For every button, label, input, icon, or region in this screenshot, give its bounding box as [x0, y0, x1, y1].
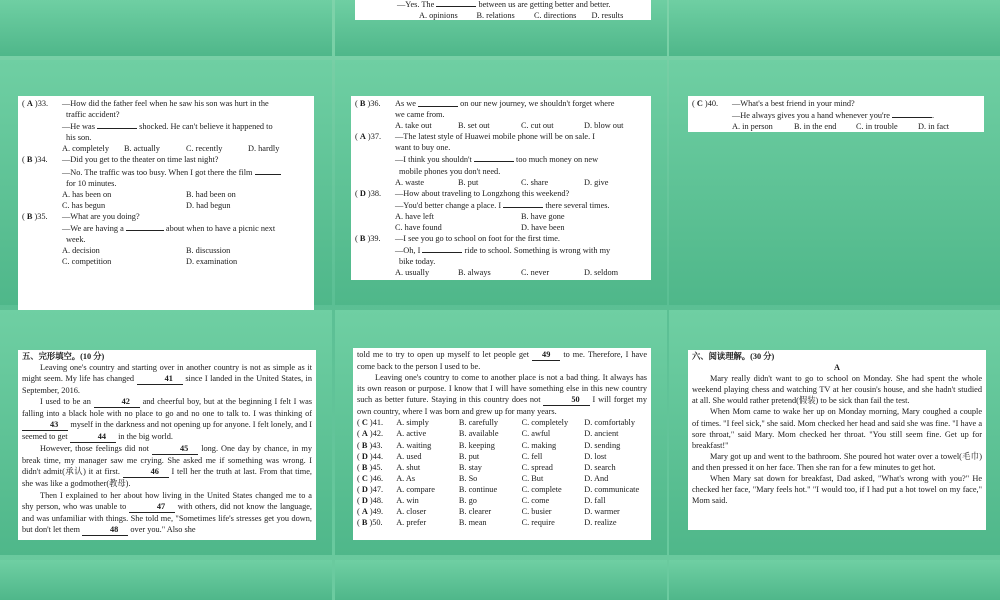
answer-key: D	[359, 188, 366, 198]
option: A. closer	[396, 507, 427, 517]
paragraph-text: in the big world.	[118, 432, 173, 442]
option: D. comfortably	[584, 418, 635, 428]
answer-key: ( B )43.	[357, 440, 383, 450]
option: D. fall	[584, 496, 606, 506]
paragraph-text: Leaving one's country and starting over in another country is not as simple as it might seem. My life has changed	[22, 363, 312, 384]
option: B. clearer	[458, 507, 492, 517]
cloze-paragraph-4	[22, 490, 312, 536]
blank-number: 48	[82, 525, 128, 536]
option: B. stay	[458, 462, 482, 472]
question-number: 33.	[37, 99, 49, 108]
paragraph-text: I will forget my own country, where I was born and grew up for many years.	[357, 395, 648, 417]
option: C. competition	[62, 257, 112, 267]
option: D. search	[584, 462, 616, 472]
thumbnail-reading[interactable]	[669, 310, 1000, 555]
question-stem: —How did the father feel when he saw his son was hurt in the	[62, 99, 269, 108]
question-text: —I think you shouldn't	[395, 155, 472, 165]
options-36	[355, 120, 647, 131]
section-heading: 五、完形填空。(10 分)	[22, 352, 105, 361]
cloze-answer-row	[357, 440, 647, 451]
option: A. have left	[395, 211, 434, 221]
option: A. compare	[396, 484, 435, 494]
option: A. active	[396, 429, 427, 439]
cloze-answer-row	[357, 506, 647, 517]
question-stem: —The latest style of Huawei mobile phone will be on sale. I	[395, 132, 595, 142]
question-39: ( B )39. —I see you go to school on foot for the first time.	[355, 234, 560, 244]
option: B. in the end	[794, 122, 837, 132]
cloze-sheet	[18, 350, 316, 540]
answer-key: ( A )49.	[357, 507, 384, 517]
section-heading: 六、阅读理解。(30 分)	[692, 352, 775, 361]
cloze-answer-row	[357, 451, 647, 462]
question-sheet-c: ( C )40. —What's a best friend in your mind? —He always gives you a hand whenever you're . A. in person B. in the end C. in trouble D. in fact	[688, 96, 984, 132]
answer-key: B	[359, 99, 366, 108]
reading-paragraph-2: When Mom came to wake her up on Monday morning, Mary coughed a couple of times. "I feel sick," she said. Mom checked her head and said she was fine. "I have a sore throat," said Mary. Mom checked her throat. "You still seem fine. Get up for breakfast!"	[692, 407, 982, 450]
answer-blank	[474, 153, 514, 162]
option: A. waiting	[396, 440, 432, 450]
option: D. blow out	[584, 121, 624, 131]
question-text: bike today.	[399, 257, 436, 267]
option: A. used	[396, 451, 422, 461]
option: C. never	[521, 268, 550, 278]
answer-key: ( D )47.	[357, 484, 384, 494]
answer-key: ( A )42.	[357, 429, 384, 439]
question-text: mobile phones you don't need.	[399, 166, 501, 176]
cloze-answer-row	[357, 428, 647, 439]
thumbnail-top-center[interactable]	[335, 0, 667, 56]
option: C. spread	[521, 462, 553, 472]
question-36: ( B )36. As we on our new journey, we shouldn't forget where	[355, 99, 615, 108]
question-stem: —I see you go to school on foot for the first time.	[395, 234, 560, 244]
option: D. lost	[584, 451, 607, 461]
option: A. decision	[62, 246, 100, 256]
question-number: 36.	[370, 99, 381, 108]
options-33	[22, 143, 310, 154]
option: D. had begun	[186, 200, 231, 210]
answer-key: B	[359, 234, 366, 244]
question-stem: —How about traveling to Longzhong this weekend?	[395, 188, 570, 198]
option: C. awful	[521, 429, 551, 439]
option: C. completely	[521, 418, 569, 428]
answer-key: C	[696, 99, 703, 108]
option: B. keeping	[458, 440, 495, 450]
option: B. have gone	[521, 211, 565, 221]
option: C. come	[521, 496, 550, 506]
strip-text: —Yes. The	[397, 0, 435, 9]
option: D. realize	[584, 518, 617, 528]
thumbnail-top-right[interactable]	[669, 0, 1000, 56]
blank-number: 42	[94, 397, 140, 408]
question-text: ride to school. Something is wrong with my	[464, 246, 611, 256]
cloze-paragraph-1	[22, 362, 312, 396]
options-38b	[355, 222, 647, 233]
paragraph-text: myself in the darkness and not opening up for anyone. I felt lonely, and I seemed to get	[22, 420, 312, 442]
option: D. ancient	[584, 429, 619, 439]
option: D. communicate	[584, 484, 640, 494]
thumbnail-cloze-1[interactable]	[0, 310, 332, 555]
paragraph-text: since I landed in the United States, in September, 2016.	[22, 374, 313, 396]
cloze-answer-row	[357, 495, 647, 506]
option: A. win	[396, 496, 419, 506]
blank-number: 46	[123, 467, 169, 478]
cloze-answer-list	[357, 417, 647, 528]
answer-blank	[255, 166, 281, 175]
option: D. warmer	[584, 507, 620, 517]
option: C. But	[521, 473, 544, 483]
question-text: —Oh, I	[395, 246, 421, 256]
option: B. carefully	[458, 418, 499, 428]
option: D. have been	[521, 223, 565, 233]
question-text: shocked. He can't believe it happened to	[139, 122, 273, 132]
thumbnail-top-left[interactable]	[0, 0, 332, 56]
option: B. always	[458, 268, 491, 278]
option: B. put	[458, 451, 480, 461]
cloze-answer-row	[357, 462, 647, 473]
option: D. examination	[186, 257, 238, 267]
option: A. take out	[395, 121, 432, 131]
option: B. continue	[458, 484, 498, 494]
question-text: —He always gives you a hand whenever you're	[732, 111, 890, 121]
option: A. in person	[732, 122, 773, 132]
question-38: ( D )38. —How about traveling to Longzhong this weekend?	[355, 188, 570, 198]
question-37: ( A )37. —The latest style of Huawei mobile phone will be on sale. I	[355, 132, 595, 142]
cloze2-paragraph-2	[357, 372, 647, 417]
option: B. So	[458, 473, 478, 483]
question-33: ( A )33. —How did the father feel when he saw his son was hurt in the	[22, 99, 269, 108]
option: C. require	[521, 518, 555, 528]
reading-paragraph-4: When Mary sat down for breakfast, Dad asked, "What's wrong with you?" He checked her face, "Mary feels hot." "I would too, if I had put a hot towel on my face," Mom said.	[692, 474, 982, 506]
question-text: want to buy one.	[395, 143, 451, 153]
question-text: —No. The traffic was too busy. When I got there the film	[62, 167, 253, 177]
thumbnail-q33-35[interactable]	[0, 60, 332, 305]
answer-blank	[97, 120, 137, 129]
answer-key: ( B )50.	[357, 518, 383, 528]
option: D. hardly	[248, 144, 280, 154]
option: D. in fact	[918, 122, 950, 132]
thumbnail-bottom-left[interactable]	[0, 560, 332, 600]
option: C. share	[521, 177, 549, 187]
option: A. shut	[396, 462, 421, 472]
thumbnail-cloze-2[interactable]	[335, 310, 667, 555]
question-text: on our new journey, we shouldn't forget where	[460, 99, 615, 108]
paragraph-text: However, those feelings did not	[40, 444, 149, 454]
option: A. As	[396, 473, 416, 483]
option: B. available	[458, 429, 499, 439]
paragraph-text: over you." Also she	[130, 524, 196, 534]
options-34b	[22, 200, 310, 211]
answer-blank	[422, 244, 462, 253]
option: B. set out	[458, 121, 490, 131]
reading-paragraph-3: Mary got up and went to the bathroom. She poured hot water over a towel(毛巾) and then pressed it on her face. Then she ran for a few minutes to get hot.	[692, 451, 982, 472]
question-stem: —What's a best friend in your mind?	[732, 99, 855, 108]
blank-number: 45	[152, 444, 198, 455]
cloze-paragraph-2	[22, 396, 312, 443]
answer-blank	[436, 0, 476, 7]
answer-blank	[503, 199, 543, 208]
question-34: ( B )34. —Did you get to the theater on time last night?	[22, 155, 219, 165]
paragraph-text: Then I explained to her about how living in the United States changed me to a shy person, who was unable to	[22, 490, 312, 511]
thumbnail-bottom-center[interactable]	[335, 560, 667, 600]
option: D. seldom	[584, 268, 619, 278]
question-number: 39.	[370, 234, 381, 244]
answer-key: B	[26, 211, 33, 221]
option: C. fell	[521, 451, 543, 461]
answer-key: ( C )46.	[357, 473, 384, 483]
answer-blank	[126, 222, 164, 231]
answer-key: A	[359, 132, 366, 142]
option: C. busier	[521, 507, 552, 517]
paragraph-text: Leaving one's country to come to another place is not a bad thing. It always has its own reason or purpose. I know that I will have something else in this new country such as better future. Staying in this country does not	[357, 373, 647, 405]
question-stem: —Did you get to the theater on time last night?	[62, 155, 219, 165]
blank-number: 43	[22, 420, 68, 431]
question-text: week.	[66, 235, 86, 245]
option: A. opinions	[419, 11, 458, 20]
answer-key: ( C )41.	[357, 418, 384, 428]
question-text: we came from.	[395, 110, 445, 120]
option: D. sending	[584, 440, 621, 450]
option: C. directions	[534, 11, 577, 20]
question-number: 34.	[37, 155, 48, 165]
strip-text-after: between us are getting better and better.	[478, 0, 611, 9]
option: C. making	[521, 440, 557, 450]
option: A. has been on	[62, 189, 112, 199]
options-38	[355, 211, 647, 222]
question-number: 37.	[370, 132, 382, 142]
option: B. had been on	[186, 189, 236, 199]
option: C. have found	[395, 223, 442, 233]
options-37	[355, 177, 647, 188]
options-40	[692, 121, 980, 132]
blank-number: 44	[70, 432, 116, 443]
strip-options	[357, 10, 649, 20]
cloze-answer-row	[357, 484, 647, 495]
question-text: —We are having a	[62, 224, 124, 234]
cloze2-paragraph-1	[357, 349, 647, 372]
paragraph-text: long. One day by chance, in my break time, my manager saw me crying. She asked me if something was wrong. I didn't admit(承认) it at first.	[22, 444, 313, 477]
options-35	[22, 245, 310, 256]
cloze-answer-row	[357, 473, 647, 484]
options-34	[22, 189, 310, 200]
option: A. usually	[395, 268, 430, 278]
answer-blank	[892, 109, 932, 118]
option: C. has begun	[62, 200, 106, 210]
thumbnail-bottom-right[interactable]	[669, 560, 1000, 600]
cloze-answer-row	[357, 517, 647, 528]
paragraph-text: and cheerful boy, but at the beginning I felt I was falling into a black hole with no place to go and no one to talk to. I was thinking of	[22, 397, 313, 419]
thumbnail-q36-39[interactable]	[335, 60, 667, 305]
blank-number: 47	[129, 502, 175, 513]
cloze-sheet-2	[353, 348, 651, 540]
question-number: 38.	[370, 188, 382, 198]
question-number: 40.	[707, 99, 719, 108]
question-text: —You'd better change a place. I	[395, 200, 502, 210]
question-text: his son.	[66, 133, 92, 143]
option: A. completely	[62, 144, 110, 154]
blank-number: 49	[532, 350, 560, 361]
options-39	[355, 267, 647, 278]
paragraph-text: to me. Therefore, I have come back to the person I used to be.	[357, 350, 648, 371]
answer-key: A	[26, 99, 33, 108]
passage-label: A	[834, 363, 840, 373]
answer-key: ( D )48.	[357, 496, 384, 506]
options-35b	[22, 256, 310, 267]
blank-number: 41	[137, 374, 183, 385]
question-stem: As we	[395, 99, 416, 108]
paragraph-text: I used to be an	[40, 397, 91, 407]
thumbnail-q40[interactable]	[669, 60, 1000, 305]
option: B. discussion	[186, 246, 231, 256]
question-text: for 10 minutes.	[66, 178, 117, 188]
option: C. cut out	[521, 121, 554, 131]
option: A. prefer	[396, 518, 427, 528]
option: B. mean	[458, 518, 487, 528]
question-text: —He was	[62, 122, 95, 132]
option: C. recently	[186, 144, 223, 154]
paragraph-text: I tell her the truth at last. From that time, she was like a godmother(教母).	[22, 467, 312, 489]
answer-key: ( D )44.	[357, 451, 384, 461]
answer-key: ( B )45.	[357, 462, 383, 472]
question-sheet-b	[351, 96, 651, 280]
question-stem: —What are you doing?	[62, 211, 140, 221]
option: C. in trouble	[856, 122, 898, 132]
reading-paragraph-1: Mary really didn't want to go to school on Monday. She had spent the whole weekend playing chess and watching TV at her cousin's house, and she hadn't studied at all. She would rather pretend(假装) to be sick than fail the test.	[692, 374, 982, 406]
option: C. complete	[521, 484, 562, 494]
option: D. give	[584, 177, 609, 187]
question-text: about when to have a picnic next	[165, 224, 276, 234]
option: B. put	[458, 177, 479, 187]
answer-key: B	[26, 155, 33, 165]
blank-number: 50	[543, 395, 589, 406]
question-sheet-a	[18, 96, 314, 326]
question-number: 35.	[37, 211, 48, 221]
cloze-paragraph-3	[22, 443, 312, 489]
question-text: traffic accident?	[66, 110, 120, 120]
question-text: too much money on new	[516, 155, 599, 165]
answer-blank	[418, 98, 458, 107]
cloze-answer-row	[357, 417, 647, 428]
option: D. And	[584, 473, 609, 483]
paragraph-text: told me to try to open up myself to let people get	[357, 350, 530, 359]
question-40: ( C )40. —What's a best friend in your mind?	[692, 99, 855, 108]
question-35: ( B )35. —What are you doing?	[22, 211, 140, 221]
top-strip-sheet	[355, 0, 651, 20]
option: A. simply	[396, 418, 429, 428]
paragraph-text: with others, did not know the language, and was unfamiliar with things. She told me, "Sometimes life's stresses get you down, but don't let them	[22, 501, 312, 534]
option: B. go	[458, 496, 477, 506]
option: B. relations	[476, 11, 515, 20]
reading-sheet	[688, 350, 986, 530]
option: A. waste	[395, 177, 425, 187]
option: B. actually	[124, 144, 160, 154]
question-text: there several times.	[545, 200, 610, 210]
option: D. results	[591, 11, 624, 20]
